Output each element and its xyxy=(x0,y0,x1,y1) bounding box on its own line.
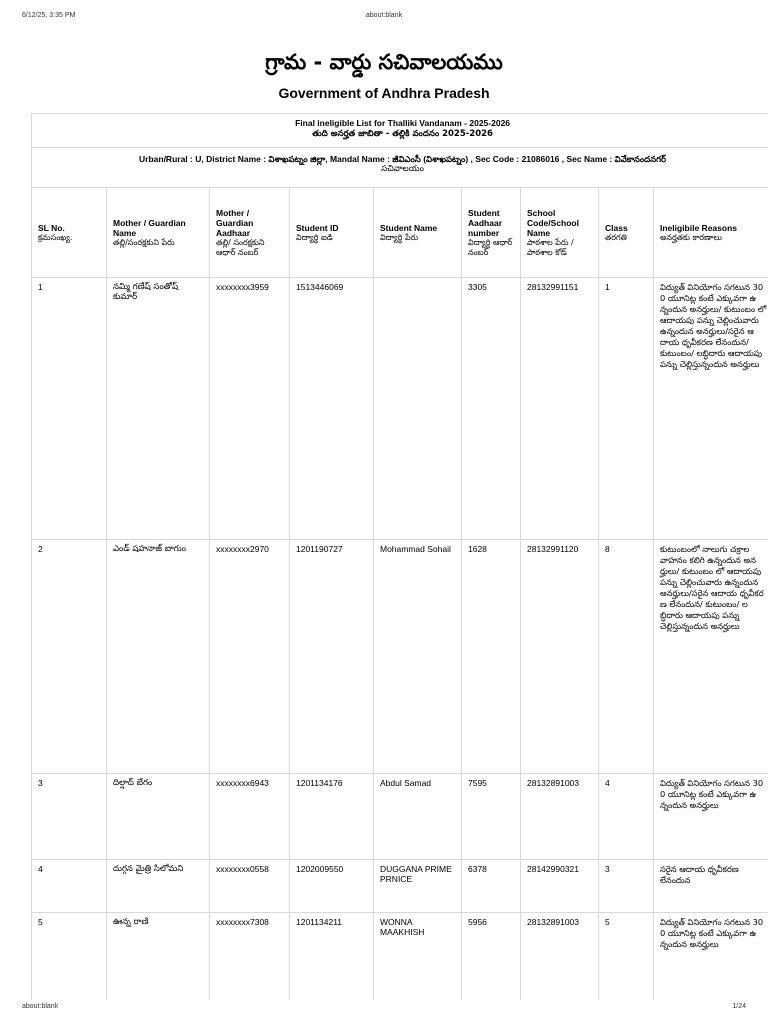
cell-school-code: 28132891003 xyxy=(521,913,599,1001)
document-title-english: Government of Andhra Pradesh xyxy=(278,85,490,101)
cell-ineligible-reasons: విద్యుత్ వినియోగం సగటున 300 యూనిట్ల కంటే ఎక్కువగా ఉన్నందున అనర్హులు xyxy=(654,913,768,1001)
cell-class: 1 xyxy=(599,278,654,540)
cell-student-id: 1202009550 xyxy=(290,860,374,913)
col-header-student-id: Student ID విద్యార్థి ఐడి xyxy=(290,188,374,278)
document-frame xyxy=(31,113,768,1000)
col-header-sl-no: SL No. క్రమసంఖ్య. xyxy=(32,188,107,278)
col-header-ineligible-reasons: Ineligibile Reasons అనర్హతకు కారణాలు xyxy=(654,188,768,278)
list-caption xyxy=(32,114,768,148)
cell-class: 3 xyxy=(599,860,654,913)
caption-telugu: తుది అనర్హత జాబితా - తల్లికి వందనం 2025-2026 xyxy=(312,129,493,140)
cell-student-id: 1513446069 xyxy=(290,278,374,540)
secretariat-details-line-2: సచివాలయం xyxy=(381,164,424,175)
col-header-guardian-aadhaar: Mother / Guardian Aadhaar తల్లి/ సంరక్షకుని ఆధార్ నంబర్ xyxy=(210,188,290,278)
cell-guardian-aadhaar: xxxxxxxx0558 xyxy=(210,860,290,913)
cell-ineligible-reasons: విద్యుత్ వినియోగం సగటున 300 యూనిట్ల కంటే ఎక్కువగా ఉన్నందున అనర్హులు/ కుటుంబం లో ఆదాయపు పన్ను చెల్లించువారు ఉన్నందున అనర్హులు/సరైన ఆదాయ ధృవీకరణ లేనందున/ కుటుంబం/ లబ్ధిదారు ఆదాయపు పన్ను చెల్లిస్తున్నందున అనర్హులు xyxy=(654,278,768,540)
cell-student-name xyxy=(374,278,462,540)
cell-class: 5 xyxy=(599,913,654,1001)
cell-guardian-aadhaar: xxxxxxxx7308 xyxy=(210,913,290,1001)
print-page-title: about:blank xyxy=(365,12,403,19)
cell-class: 8 xyxy=(599,540,654,774)
secretariat-details xyxy=(32,148,768,188)
cell-school-code: 28132891003 xyxy=(521,774,599,860)
cell-guardian-aadhaar: xxxxxxxx6943 xyxy=(210,774,290,860)
cell-guardian-name: ఎండ్ షహనాజ్ బాగుం xyxy=(107,540,210,774)
cell-student-aadhaar: 3305 xyxy=(462,278,521,540)
table-row xyxy=(32,774,768,860)
cell-student-name: WONNA MAAKHISH xyxy=(374,913,462,1001)
cell-student-aadhaar: 1628 xyxy=(462,540,521,774)
table-row xyxy=(32,278,768,540)
cell-sl-no: 1 xyxy=(32,278,107,540)
table-row xyxy=(32,860,768,913)
col-header-school-code: School Code/School Name పాఠశాల పేరు / పాఠశాల కోడ్ xyxy=(521,188,599,278)
print-footer xyxy=(0,1000,768,1014)
cell-ineligible-reasons: కుటుంబంలో నాలుగు చక్రాల వాహనం కలిగి ఉన్నందున అనర్హులు/ కుటుంబం లో ఆదాయపు పన్ను చెల్లించువారు ఉన్నందున అనర్హులు/సరైన ఆదాయ ధృవీకరణ లేనందున/ కుటుంబం/ లబ్ధిదారు ఆదాయపు పన్ను చెల్లిస్తున్నందున అనర్హులు xyxy=(654,540,768,774)
cell-student-name: DUGGANA PRIME PRNICE xyxy=(374,860,462,913)
cell-sl-no: 3 xyxy=(32,774,107,860)
cell-sl-no: 4 xyxy=(32,860,107,913)
cell-guardian-name: దిల్షాద్ బేగం xyxy=(107,774,210,860)
column-header-row xyxy=(32,188,768,278)
cell-guardian-name: నమ్మి గణేష్ సంతోష్ కుమార్ xyxy=(107,278,210,540)
print-page-number: 1/24 xyxy=(732,1003,746,1010)
document-title-telugu: గ్రామ - వార్డు సచివాలయము xyxy=(265,50,503,74)
col-header-student-aadhaar: Student Aadhaar number విద్యార్థి ఆధార్ నంబర్ xyxy=(462,188,521,278)
cell-guardian-aadhaar: xxxxxxxx2970 xyxy=(210,540,290,774)
cell-student-id: 1201134176 xyxy=(290,774,374,860)
cell-student-name: Abdul Samad xyxy=(374,774,462,860)
cell-ineligible-reasons: సరైన ఆదాయ ధృవీకరణ లేనందున xyxy=(654,860,768,913)
caption-row xyxy=(32,114,768,148)
caption-english: Final ineligible List for Thalliki Vandanam - 2025-2026 xyxy=(295,118,511,128)
cell-school-code: 28132991120 xyxy=(521,540,599,774)
cell-ineligible-reasons: విద్యుత్ వినియోగం సగటున 300 యూనిట్ల కంటే ఎక్కువగా ఉన్నందున అనర్హులు xyxy=(654,774,768,860)
print-footer-url: about:blank xyxy=(22,1003,59,1010)
cell-student-name: Mohammad Sohail xyxy=(374,540,462,774)
print-header xyxy=(0,8,768,22)
cell-guardian-name: దుగ్గన మైత్రి సిలోమని xyxy=(107,860,210,913)
cell-student-id: 1201134211 xyxy=(290,913,374,1001)
secretariat-details-line: Urban/Rural : U, District Name : విశాఖపట్నం జిల్లా, Mandal Name : జీవిఎంసీ (విశాఖపట్నం) , Sec Code : 21086016 , Sec Name : వివేకానందనగర్ xyxy=(139,154,667,164)
col-header-class: Class తరగతి xyxy=(599,188,654,278)
table-row xyxy=(32,913,768,1001)
cell-class: 4 xyxy=(599,774,654,860)
cell-student-aadhaar: 5956 xyxy=(462,913,521,1001)
cell-guardian-aadhaar: xxxxxxxx3959 xyxy=(210,278,290,540)
print-timestamp: 6/12/25, 3:35 PM xyxy=(22,12,76,19)
cell-student-id: 1201190727 xyxy=(290,540,374,774)
cell-sl-no: 2 xyxy=(32,540,107,774)
meta-row xyxy=(32,148,768,188)
ineligible-list-table xyxy=(31,113,768,1000)
cell-school-code: 28132991151 xyxy=(521,278,599,540)
cell-school-code: 28142990321 xyxy=(521,860,599,913)
cell-sl-no: 5 xyxy=(32,913,107,1001)
cell-student-aadhaar: 6378 xyxy=(462,860,521,913)
col-header-guardian-name: Mother / Guardian Name తల్లి/సంరక్షకుని పేరు xyxy=(107,188,210,278)
cell-student-aadhaar: 7595 xyxy=(462,774,521,860)
col-header-student-name: Student Name విద్యార్థి పేరు xyxy=(374,188,462,278)
table-row xyxy=(32,540,768,774)
cell-guardian-name: ఊన్న రాణి xyxy=(107,913,210,1001)
